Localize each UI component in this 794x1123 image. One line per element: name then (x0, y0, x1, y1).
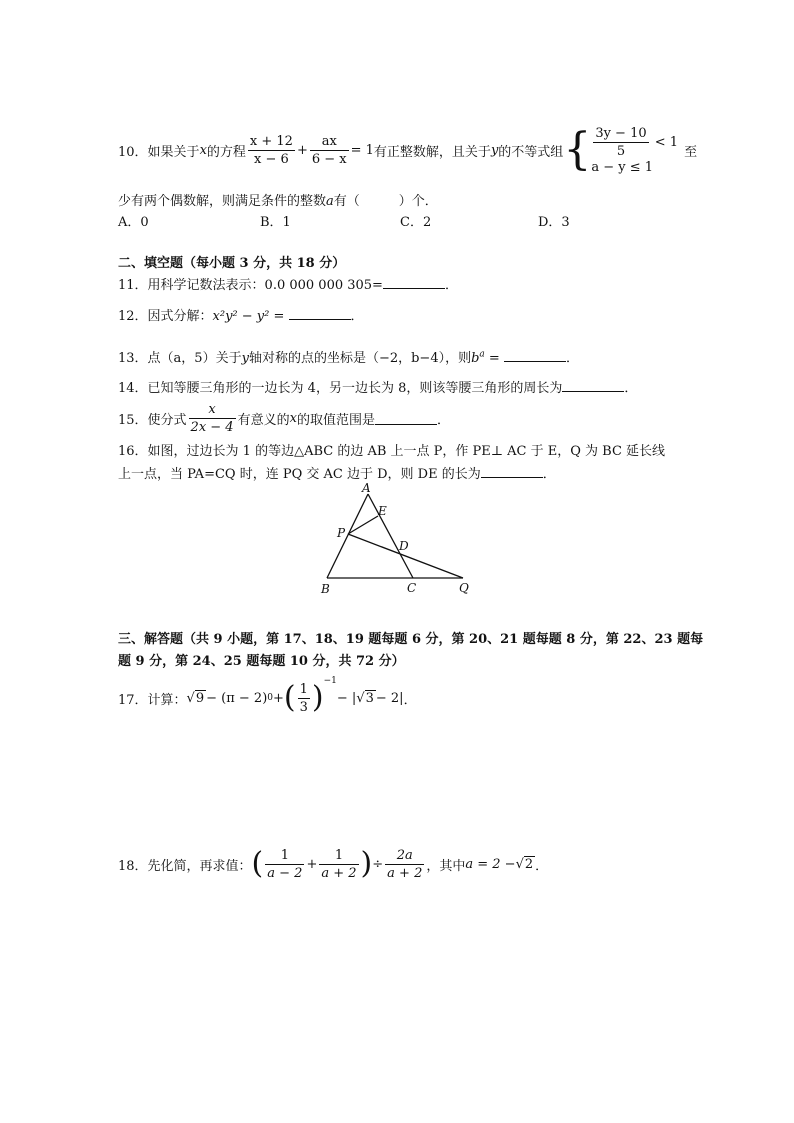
answer-blank (504, 349, 566, 362)
q11: 11．用科学记数法表示：0.0 000 000 305= ． (118, 278, 458, 293)
q17: 17．计算： √ 9 − (π − 2) 0 + ( $\frac{1}{3}$ ) $^{-1}$ − | √ 3 − 2| ． (118, 676, 417, 715)
segment-ac (368, 494, 413, 578)
left-brace: { (563, 124, 592, 175)
triangle-figure (300, 480, 490, 600)
q12: 12．因式分解：x²y² − y² = ． (118, 309, 364, 324)
answer-blank (481, 465, 543, 478)
answer-blank (289, 307, 351, 320)
q10-inequality-system: $\frac{3y - 10}{5}$ < 1 a − y ≤ 1 (591, 126, 679, 175)
q10-line2: 少有两个偶数解，则满足条件的整数a有（ ）个． (118, 194, 438, 209)
q10-fraction-2: $\frac{ax}{6 - x}$ (311, 133, 347, 167)
q10-line1: 10． 如果关于 x 的方程 $\frac{x + 12}{x - 6}$ + $\frac{ax}{6 - x}$ = 1 有正整数解，且关于 y 的不等式组 { $\frac{3y - 10}{5}$ < 1 a − y ≤ 1 至 (118, 124, 698, 175)
label-d: D (399, 539, 409, 553)
segment-ab (327, 494, 368, 578)
label-a: A (362, 481, 371, 495)
q15-fraction: $\frac{x}{2x - 4}$ (190, 401, 234, 435)
answer-blank (375, 412, 437, 425)
q14: 14．已知等腰三角形的一边长为 4，另一边长为 8，则该等腰三角形的周长为 ． (118, 381, 638, 396)
option-a: A．0 (118, 215, 149, 230)
label-c: C (407, 581, 417, 595)
q18: 18．先化简，再求值： ( $\frac{1}{a - 2}$ + $\frac{1}{a + 2}$ ) ÷ $\frac{2a}{a + 2}$ ，其中 a = 2 − √ 2 ． (118, 846, 549, 881)
label-b: B (321, 582, 330, 596)
option-d: D．3 (538, 215, 570, 230)
section-3-title-line1: 三、解答题（共 9 小题，第 17、18、19 题每题 6 分，第 20、21 题每题 8 分，第 22、23 题每 (118, 632, 704, 647)
q10-number: 10． (118, 144, 148, 160)
section-2-title: 二、填空题（每小题 3 分，共 18 分） (118, 256, 346, 271)
label-e: E (378, 504, 387, 518)
option-c: C．2 (400, 215, 432, 230)
q16-line1: 16．如图，过边长为 1 的等边△ABC 的边 AB 上一点 P，作 PE⊥ AC 于 E，Q 为 BC 延长线 (118, 444, 666, 459)
q16-line2: 上一点，当 PA=CQ 时，连 PQ 交 AC 边于 D，则 DE 的长为 ． (118, 467, 556, 482)
answer-blank (383, 276, 445, 289)
option-b: B．1 (260, 215, 291, 230)
answer-blank (562, 379, 624, 392)
q10-fraction-1: $\frac{x + 12}{x - 6}$ (249, 133, 293, 167)
section-3-title-line2: 题 9 分，第 24、25 题每题 10 分，共 72 分） (118, 654, 405, 669)
label-q: Q (459, 581, 469, 595)
q15: 15．使分式 $\frac{x}{2x - 4}$ 有意义的 x 的取值范围是 ． (118, 401, 450, 435)
label-p: P (337, 526, 346, 540)
q13: 13．点（a，5）关于y轴对称的点的坐标是（−2，b−4），则$b^a$ = ． (118, 349, 579, 366)
